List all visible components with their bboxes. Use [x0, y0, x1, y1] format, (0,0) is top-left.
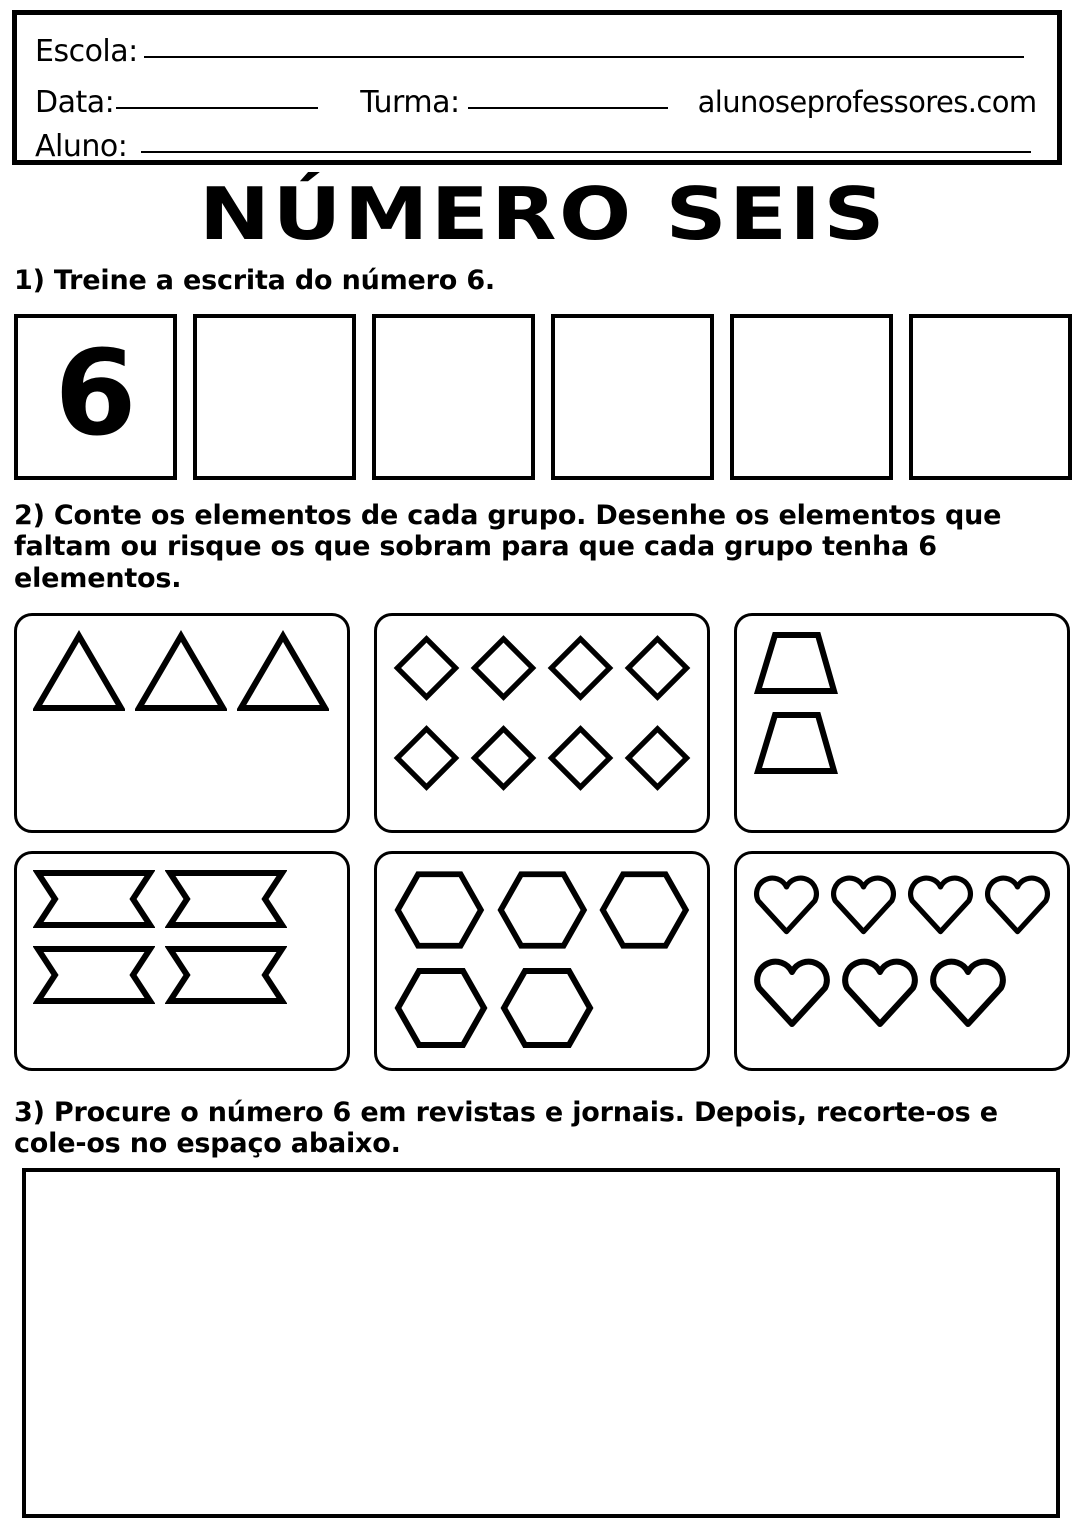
data-input-line[interactable] — [116, 107, 318, 109]
triangle-icon — [135, 630, 227, 714]
ribbon-icon — [165, 944, 287, 1006]
heart-icon — [984, 868, 1051, 942]
shape-row — [753, 868, 1051, 942]
shape-group-panel-hearts[interactable] — [734, 851, 1070, 1071]
heart-icon — [753, 956, 831, 1030]
heart-icon — [841, 956, 919, 1030]
exercise-3-instruction — [14, 1097, 1072, 1160]
shape-row — [753, 630, 1051, 696]
shape-rows — [33, 868, 331, 1006]
shape-row — [33, 630, 331, 714]
trapezoid-icon — [753, 710, 839, 776]
tracing-box[interactable] — [14, 314, 177, 480]
ribbon-icon — [33, 944, 155, 1006]
shape-row — [753, 956, 1051, 1030]
shape-row — [753, 710, 1051, 776]
shape-rows — [753, 868, 1051, 1030]
shape-group-panel-triangles[interactable] — [14, 613, 350, 833]
exercise-2-line-2: faltam ou risque os que sobram para que cada grupo tenha 6 — [14, 531, 937, 563]
exercise-2-instruction — [14, 500, 1072, 594]
tracing-digit-model: 6 — [54, 324, 137, 462]
exercise-1-instruction: 1) Treine a escrita do número 6. — [14, 265, 495, 296]
hexagon-icon — [598, 868, 691, 952]
shape-rows — [393, 630, 691, 796]
shape-groups-grid — [14, 613, 1072, 1071]
hexagon-icon — [393, 868, 486, 952]
diamond-icon — [393, 630, 460, 706]
shape-rows — [33, 630, 331, 714]
shape-row — [393, 868, 691, 952]
shape-row — [393, 966, 691, 1050]
diamond-icon — [547, 630, 614, 706]
trapezoid-icon — [753, 630, 839, 696]
shape-row — [393, 630, 691, 706]
triangle-icon — [237, 630, 329, 714]
shape-row — [33, 944, 331, 1006]
diamond-icon — [547, 720, 614, 796]
tracing-box[interactable] — [730, 314, 893, 480]
escola-field-row — [35, 34, 1024, 69]
exercise-3-line-1: 3) Procure o número 6 em revistas e jornais. Depois, recorte-os e — [14, 1097, 998, 1128]
hexagon-icon — [499, 966, 595, 1050]
shape-rows — [753, 630, 1051, 776]
hexagon-icon — [393, 966, 489, 1050]
tracing-box[interactable] — [372, 314, 535, 480]
shape-group-panel-hexagons[interactable] — [374, 851, 710, 1071]
tracing-box[interactable] — [909, 314, 1072, 480]
diamond-icon — [624, 630, 691, 706]
ribbon-icon — [33, 868, 155, 930]
student-info-box — [12, 10, 1062, 165]
diamond-icon — [624, 720, 691, 796]
aluno-label: Aluno: — [35, 129, 128, 164]
exercise-2-line-3: elementos. — [14, 562, 182, 594]
heart-icon — [929, 956, 1007, 1030]
aluno-field-row — [35, 129, 1031, 164]
page-title: NÚMERO SEIS — [199, 172, 887, 256]
diamond-icon — [393, 720, 460, 796]
triangle-icon — [33, 630, 125, 714]
exercise-3-line-2: cole-os no espaço abaixo. — [14, 1128, 401, 1160]
shape-row — [33, 868, 331, 930]
diamond-icon — [470, 720, 537, 796]
diamond-icon — [470, 630, 537, 706]
data-label: Data: — [35, 85, 115, 120]
data-turma-field-row — [35, 85, 1036, 119]
shape-row — [393, 720, 691, 796]
turma-input-line[interactable] — [468, 107, 668, 109]
heart-icon — [753, 868, 820, 942]
hexagon-icon — [496, 868, 589, 952]
aluno-input-line[interactable] — [141, 151, 1031, 153]
heart-icon — [907, 868, 974, 942]
tracing-box[interactable] — [193, 314, 356, 480]
heart-icon — [830, 868, 897, 942]
shape-group-panel-trapezoids[interactable] — [734, 613, 1070, 833]
tracing-box[interactable] — [551, 314, 714, 480]
website-credit: alunoseprofessores.com — [697, 85, 1037, 119]
exercise-2-line-1: 2) Conte os elementos de cada grupo. Desenhe os elementos que — [14, 500, 1002, 531]
shape-group-panel-ribbons[interactable] — [14, 851, 350, 1071]
cut-and-paste-area[interactable] — [22, 1168, 1060, 1518]
tracing-boxes-row — [14, 314, 1072, 480]
shape-group-panel-diamonds[interactable] — [374, 613, 710, 833]
escola-label: Escola: — [35, 34, 138, 69]
escola-input-line[interactable] — [144, 56, 1024, 58]
shape-rows — [393, 868, 691, 1050]
turma-label: Turma: — [360, 85, 460, 120]
ribbon-icon — [165, 868, 287, 930]
